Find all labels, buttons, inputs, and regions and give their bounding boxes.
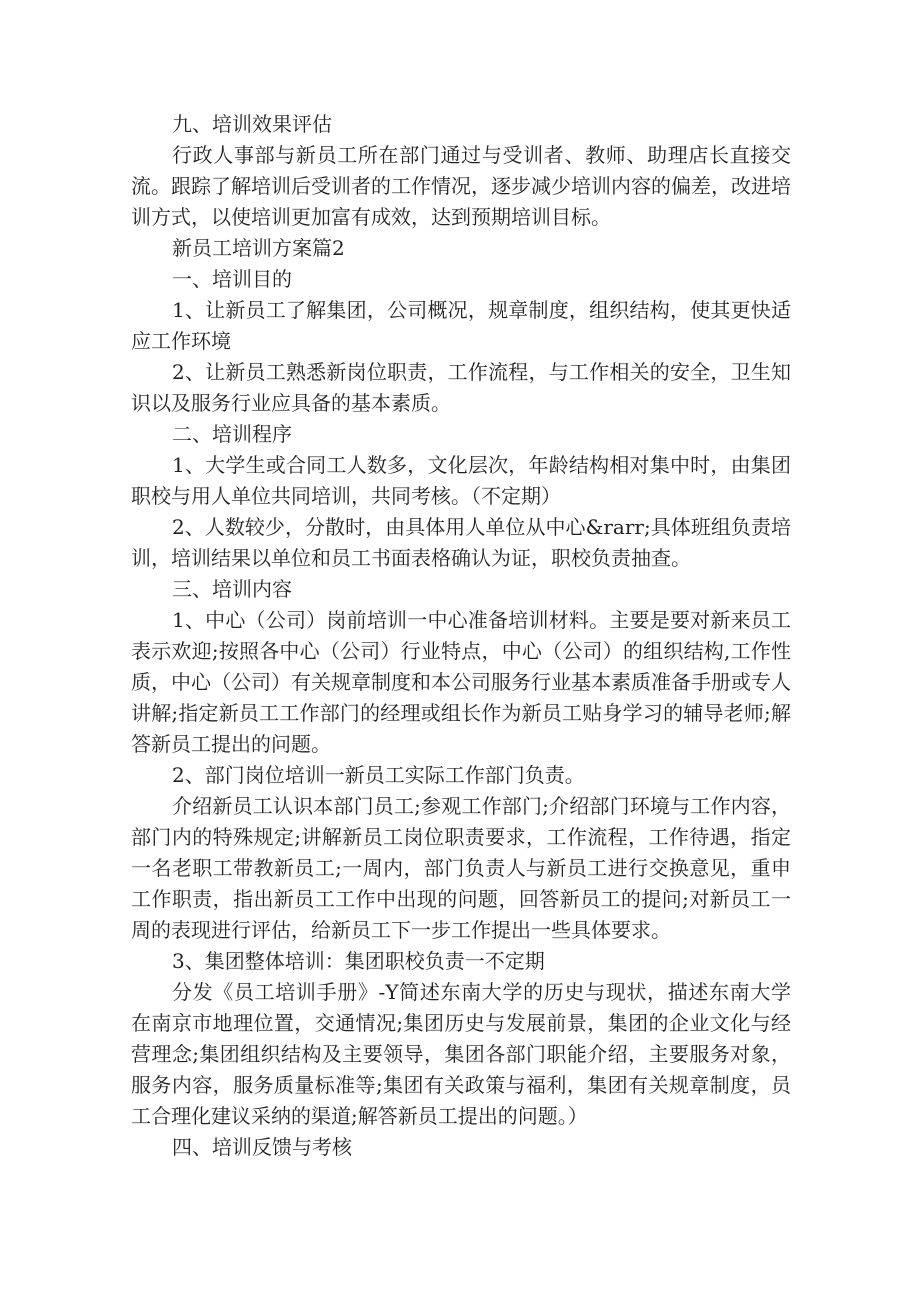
paragraph-evaluation: 行政人事部与新员工所在部门通过与受训者、教师、助理店长直接交流。跟踪了解培训后受训者的工作情况，逐步减少培训内容的偏差，改进培训方式，以使培训更加富有成效，达到预期培训目标。 [131,143,791,229]
paragraph-procedure-2: 2、人数较少，分散时，由具体用人单位从中心&rarr;具体班组负责培训，培训结果以单位和员工书面表格确认为证，职校负责抽查。 [131,515,791,570]
section-heading-content: 三、培训内容 [172,577,292,601]
paragraph-content-3-detail: 分发《员工培训手册》-Y简述东南大学的历史与现状，描述东南大学在南京市地理位置，交通情况;集团历史与发展前景，集团的企业文化与经营理念;集团组织结构及主要领导，集团各部门职能介绍，主要服务对象，服务内容，服务质量标准等;集团有关政策与福利，集团有关规章制度，员工合理化建议采纳的渠道;解答新员工提出的问题。） [131,980,791,1128]
section-heading-feedback: 四、培训反馈与考核 [172,1135,352,1159]
paragraph-purpose-2: 2、让新员工熟悉新岗位职责，工作流程，与工作相关的安全，卫生知识以及服务行业应具备的基本素质。 [131,360,791,415]
section-heading-evaluation: 九、培训效果评估 [172,112,332,136]
paragraph-procedure-1: 1、大学生或合同工人数多，文化层次，年龄结构相对集中时，由集团职校与用人单位共同培训，共同考核。（不定期） [131,453,791,508]
paragraph-purpose-1: 1、让新员工了解集团，公司概况，规章制度，组织结构，使其更快适应工作环境 [131,298,791,353]
document-subtitle: 新员工培训方案篇2 [172,236,345,260]
paragraph-content-2-detail: 介绍新员工认识本部门员工;参观工作部门;介绍部门环境与工作内容，部门内的特殊规定;讲解新员工岗位职责要求，工作流程，工作待遇，指定一名老职工带教新员工;一周内，部门负责人与新员工进行交换意见，重申工作职责，指出新员工工作中出现的问题，回答新员工的提问;对新员工一周的表现进行评估，给新员工下一步工作提出一些具体要求。 [131,794,791,942]
paragraph-content-3: 3、集团整体培训：集团职校负责一不定期 [172,949,545,973]
section-heading-procedure: 二、培训程序 [172,422,292,446]
paragraph-content-1: 1、中心（公司）岗前培训一中心准备培训材料。主要是要对新来员工表示欢迎;按照各中心（公司）行业特点，中心（公司）的组织结构,工作性质，中心（公司）有关规章制度和本公司服务行业基本素质准备手册或专人讲解;指定新员工工作部门的经理或组长作为新员工贴身学习的辅导老师;解答新员工提出的问题。 [131,608,791,756]
paragraph-content-2: 2、部门岗位培训一新员工实际工作部门负责。 [172,763,585,787]
section-heading-purpose: 一、培训目的 [172,267,292,291]
document-body [131,109,791,1163]
